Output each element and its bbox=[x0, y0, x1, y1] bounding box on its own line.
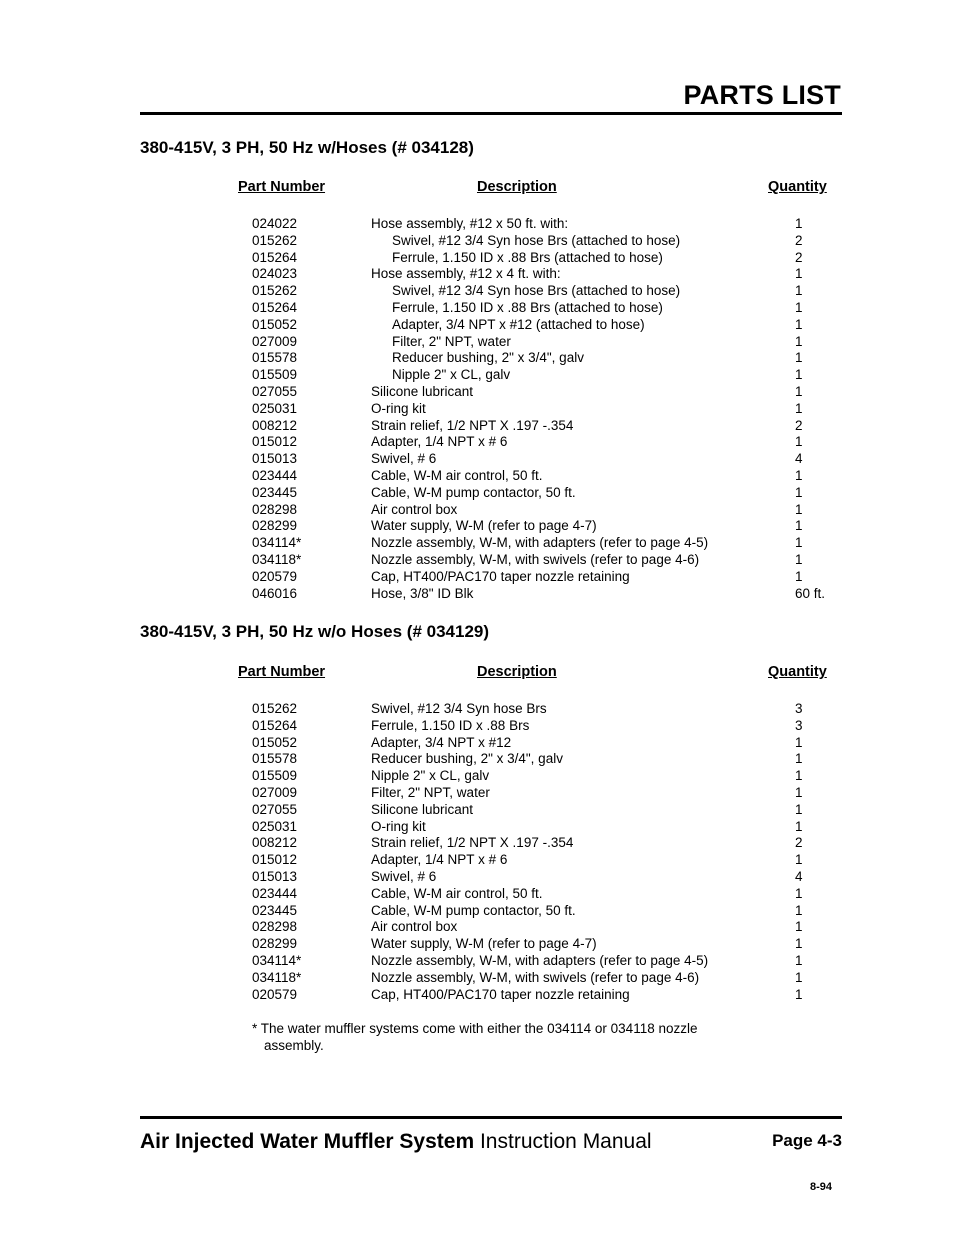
part-number-cell: 008212 bbox=[252, 835, 298, 851]
header-rule bbox=[140, 112, 842, 115]
quantity-cell: 1 bbox=[795, 568, 803, 584]
part-number-cell: 015264 bbox=[252, 717, 298, 733]
description-cell: Nozzle assembly, W-M, with swivels (refer to page 4-6) bbox=[371, 551, 700, 567]
description-cell: Adapter, 1/4 NPT x # 6 bbox=[371, 434, 508, 450]
description-cell: Nipple 2" x CL, galv bbox=[392, 367, 511, 383]
table-row bbox=[0, 970, 954, 987]
description-cell: Strain relief, 1/2 NPT X .197 -.354 bbox=[371, 835, 574, 851]
quantity-cell: 1 bbox=[795, 535, 803, 551]
table-row bbox=[0, 266, 954, 283]
description-cell: Filter, 2" NPT, water bbox=[371, 784, 490, 800]
part-number-cell: 023445 bbox=[252, 902, 298, 918]
quantity-cell: 1 bbox=[795, 266, 803, 282]
description-cell: Cable, W-M pump contactor, 50 ft. bbox=[371, 902, 576, 918]
table-row bbox=[0, 317, 954, 334]
part-number-cell: 027009 bbox=[252, 333, 298, 349]
description-cell: Silicone lubricant bbox=[371, 383, 474, 399]
quantity-cell: 3 bbox=[795, 717, 803, 733]
quantity-cell: 1 bbox=[795, 885, 803, 901]
quantity-cell: 1 bbox=[795, 518, 803, 534]
table-row bbox=[0, 367, 954, 384]
quantity-cell: 1 bbox=[795, 350, 803, 366]
part-number-cell: 024022 bbox=[252, 216, 298, 231]
table-row bbox=[0, 300, 954, 317]
part-number-cell: 015264 bbox=[252, 299, 298, 315]
quantity-cell: 1 bbox=[795, 919, 803, 935]
quantity-cell: 4 bbox=[795, 451, 803, 467]
part-number-cell: 015012 bbox=[252, 852, 298, 868]
table-row bbox=[0, 250, 954, 267]
quantity-cell: 1 bbox=[795, 768, 803, 784]
table-row bbox=[0, 350, 954, 367]
quantity-cell: 4 bbox=[795, 868, 803, 884]
quantity-cell: 1 bbox=[795, 316, 803, 332]
column-header-description: Description bbox=[477, 179, 557, 195]
part-number-cell: 015578 bbox=[252, 350, 298, 366]
description-cell: Water supply, W-M (refer to page 4-7) bbox=[371, 518, 597, 534]
column-header-description: Description bbox=[477, 664, 557, 680]
footnote bbox=[252, 1021, 732, 1055]
table-row bbox=[0, 953, 954, 970]
column-header-quantity: Quantity bbox=[768, 179, 827, 195]
description-cell: O-ring kit bbox=[371, 818, 426, 834]
quantity-cell: 2 bbox=[795, 417, 803, 433]
description-cell: Air control box bbox=[371, 501, 458, 517]
column-header-part-number: Part Number bbox=[238, 664, 326, 680]
table-row bbox=[0, 869, 954, 886]
table-row bbox=[0, 468, 954, 485]
description-cell: Adapter, 3/4 NPT x #12 (attached to hose) bbox=[392, 316, 645, 332]
table-row bbox=[0, 518, 954, 535]
description-cell: Cap, HT400/PAC170 taper nozzle retaining bbox=[371, 568, 630, 584]
table-row bbox=[0, 384, 954, 401]
quantity-cell: 1 bbox=[795, 952, 803, 968]
footer-title-rest: Instruction Manual bbox=[474, 1130, 652, 1153]
part-number-cell: 034118* bbox=[252, 969, 302, 985]
table-row bbox=[0, 233, 954, 250]
description-cell: Ferrule, 1.150 ID x .88 Brs (attached to hose) bbox=[392, 299, 663, 315]
part-number-cell: 034118* bbox=[252, 551, 302, 567]
quantity-cell: 1 bbox=[795, 333, 803, 349]
table-row bbox=[0, 718, 954, 735]
quantity-cell: 1 bbox=[795, 434, 803, 450]
quantity-cell: 1 bbox=[795, 283, 803, 299]
description-cell: Reducer bushing, 2" x 3/4", galv bbox=[392, 350, 584, 366]
section-title: 380-415V, 3 PH, 50 Hz w/o Hoses (# 034129) bbox=[140, 622, 490, 641]
table-row bbox=[0, 936, 954, 953]
part-number-cell: 027055 bbox=[252, 801, 298, 817]
quantity-cell: 60 ft. bbox=[795, 585, 826, 601]
part-number-cell: 023445 bbox=[252, 484, 298, 500]
part-number-cell: 023444 bbox=[252, 467, 298, 483]
section-title: 380-415V, 3 PH, 50 Hz w/Hoses (# 034128) bbox=[140, 138, 474, 157]
description-cell: Swivel, #12 3/4 Syn hose Brs (attached to hose) bbox=[392, 283, 681, 299]
description-cell: Ferrule, 1.150 ID x .88 Brs (attached to hose) bbox=[392, 249, 663, 265]
table-row bbox=[0, 919, 954, 936]
column-header-part-number: Part Number bbox=[238, 179, 326, 195]
table-row bbox=[0, 216, 954, 233]
quantity-cell: 2 bbox=[795, 835, 803, 851]
column-header-quantity: Quantity bbox=[768, 664, 827, 680]
part-number-cell: 028299 bbox=[252, 518, 298, 534]
quantity-cell: 1 bbox=[795, 501, 803, 517]
description-cell: Nozzle assembly, W-M, with adapters (refer to page 4-5) bbox=[371, 535, 709, 551]
table-row bbox=[0, 785, 954, 802]
table-row bbox=[0, 751, 954, 768]
quantity-cell: 1 bbox=[795, 986, 803, 1002]
footer-rule bbox=[140, 1116, 842, 1119]
quantity-cell: 1 bbox=[795, 969, 803, 985]
description-cell: Cable, W-M air control, 50 ft. bbox=[371, 467, 543, 483]
description-cell: Hose assembly, #12 x 4 ft. with: bbox=[371, 266, 561, 282]
table-row bbox=[0, 852, 954, 869]
table-row bbox=[0, 819, 954, 836]
table-row bbox=[0, 401, 954, 418]
part-number-cell: 015262 bbox=[252, 232, 298, 248]
table-row bbox=[0, 418, 954, 435]
table-row bbox=[0, 768, 954, 785]
part-number-cell: 015509 bbox=[252, 768, 298, 784]
description-cell: Air control box bbox=[371, 919, 458, 935]
description-cell: Nozzle assembly, W-M, with swivels (refer to page 4-6) bbox=[371, 969, 700, 985]
part-number-cell: 027055 bbox=[252, 383, 298, 399]
quantity-cell: 1 bbox=[795, 902, 803, 918]
description-cell: Cable, W-M air control, 50 ft. bbox=[371, 885, 543, 901]
part-number-cell: 025031 bbox=[252, 400, 298, 416]
table-row bbox=[0, 535, 954, 552]
table-row bbox=[0, 802, 954, 819]
part-number-cell: 015052 bbox=[252, 316, 298, 332]
description-cell: Filter, 2" NPT, water bbox=[392, 333, 511, 349]
description-cell: Swivel, #12 3/4 Syn hose Brs bbox=[371, 701, 547, 716]
footnote-line: * The water muffler systems come with either the 034114 or 034118 nozzle bbox=[252, 1021, 698, 1036]
quantity-cell: 1 bbox=[795, 551, 803, 567]
description-cell: Reducer bushing, 2" x 3/4", galv bbox=[371, 751, 563, 767]
description-cell: Strain relief, 1/2 NPT X .197 -.354 bbox=[371, 417, 574, 433]
table-row bbox=[0, 586, 954, 603]
quantity-cell: 1 bbox=[795, 383, 803, 399]
parts-table bbox=[0, 216, 954, 602]
footer-title bbox=[140, 1130, 652, 1154]
quantity-cell: 1 bbox=[795, 936, 803, 952]
table-row bbox=[0, 552, 954, 569]
description-cell: Swivel, # 6 bbox=[371, 451, 437, 467]
part-number-cell: 025031 bbox=[252, 818, 298, 834]
description-cell: Swivel, #12 3/4 Syn hose Brs (attached to hose) bbox=[392, 232, 681, 248]
description-cell: Cap, HT400/PAC170 taper nozzle retaining bbox=[371, 986, 630, 1002]
description-cell: Hose assembly, #12 x 50 ft. with: bbox=[371, 216, 569, 231]
page-title: PARTS LIST bbox=[683, 80, 841, 110]
part-number-cell: 023444 bbox=[252, 885, 298, 901]
description-cell: Swivel, # 6 bbox=[371, 868, 437, 884]
part-number-cell: 015262 bbox=[252, 701, 298, 716]
description-cell: Ferrule, 1.150 ID x .88 Brs bbox=[371, 717, 530, 733]
quantity-cell: 1 bbox=[795, 216, 803, 231]
part-number-cell: 024023 bbox=[252, 266, 298, 282]
description-cell: Nozzle assembly, W-M, with adapters (refer to page 4-5) bbox=[371, 952, 709, 968]
part-number-cell: 046016 bbox=[252, 585, 298, 601]
quantity-cell: 1 bbox=[795, 751, 803, 767]
quantity-cell: 1 bbox=[795, 801, 803, 817]
table-row bbox=[0, 334, 954, 351]
table-row bbox=[0, 701, 954, 718]
table-row bbox=[0, 835, 954, 852]
quantity-cell: 2 bbox=[795, 249, 803, 265]
quantity-cell: 1 bbox=[795, 818, 803, 834]
footnote-line: assembly. bbox=[264, 1037, 324, 1053]
parts-table bbox=[0, 701, 954, 1003]
quantity-cell: 1 bbox=[795, 400, 803, 416]
quantity-cell: 1 bbox=[795, 784, 803, 800]
part-number-cell: 034114* bbox=[252, 535, 302, 551]
table-row bbox=[0, 735, 954, 752]
quantity-cell: 2 bbox=[795, 232, 803, 248]
table-row bbox=[0, 987, 954, 1004]
quantity-cell: 1 bbox=[795, 484, 803, 500]
description-cell: O-ring kit bbox=[371, 400, 426, 416]
part-number-cell: 020579 bbox=[252, 986, 298, 1002]
table-row bbox=[0, 903, 954, 920]
part-number-cell: 027009 bbox=[252, 784, 298, 800]
part-number-cell: 015264 bbox=[252, 249, 298, 265]
table-row bbox=[0, 485, 954, 502]
part-number-cell: 015262 bbox=[252, 283, 298, 299]
quantity-cell: 1 bbox=[795, 734, 803, 750]
part-number-cell: 008212 bbox=[252, 417, 298, 433]
description-cell: Hose, 3/8" ID Blk bbox=[371, 585, 474, 601]
quantity-cell: 1 bbox=[795, 367, 803, 383]
page-number: Page 4-3 bbox=[772, 1131, 842, 1150]
part-number-cell: 015013 bbox=[252, 451, 298, 467]
quantity-cell: 1 bbox=[795, 852, 803, 868]
part-number-cell: 034114* bbox=[252, 952, 302, 968]
footer-title-bold: Air Injected Water Muffler System bbox=[140, 1130, 475, 1153]
table-row bbox=[0, 434, 954, 451]
part-number-cell: 028298 bbox=[252, 919, 298, 935]
description-cell: Water supply, W-M (refer to page 4-7) bbox=[371, 936, 597, 952]
part-number-cell: 015012 bbox=[252, 434, 298, 450]
quantity-cell: 3 bbox=[795, 701, 803, 716]
table-row bbox=[0, 451, 954, 468]
part-number-cell: 028299 bbox=[252, 936, 298, 952]
description-cell: Adapter, 1/4 NPT x # 6 bbox=[371, 852, 508, 868]
quantity-cell: 1 bbox=[795, 467, 803, 483]
description-cell: Cable, W-M pump contactor, 50 ft. bbox=[371, 484, 576, 500]
part-number-cell: 028298 bbox=[252, 501, 298, 517]
description-cell: Silicone lubricant bbox=[371, 801, 474, 817]
part-number-cell: 015578 bbox=[252, 751, 298, 767]
part-number-cell: 015013 bbox=[252, 868, 298, 884]
part-number-cell: 015052 bbox=[252, 734, 298, 750]
table-row bbox=[0, 283, 954, 300]
part-number-cell: 020579 bbox=[252, 568, 298, 584]
table-row bbox=[0, 569, 954, 586]
table-row bbox=[0, 502, 954, 519]
description-cell: Adapter, 3/4 NPT x #12 bbox=[371, 734, 512, 750]
description-cell: Nipple 2" x CL, galv bbox=[371, 768, 490, 784]
part-number-cell: 015509 bbox=[252, 367, 298, 383]
revision-code: 8-94 bbox=[809, 1181, 832, 1193]
table-row bbox=[0, 886, 954, 903]
quantity-cell: 1 bbox=[795, 299, 803, 315]
